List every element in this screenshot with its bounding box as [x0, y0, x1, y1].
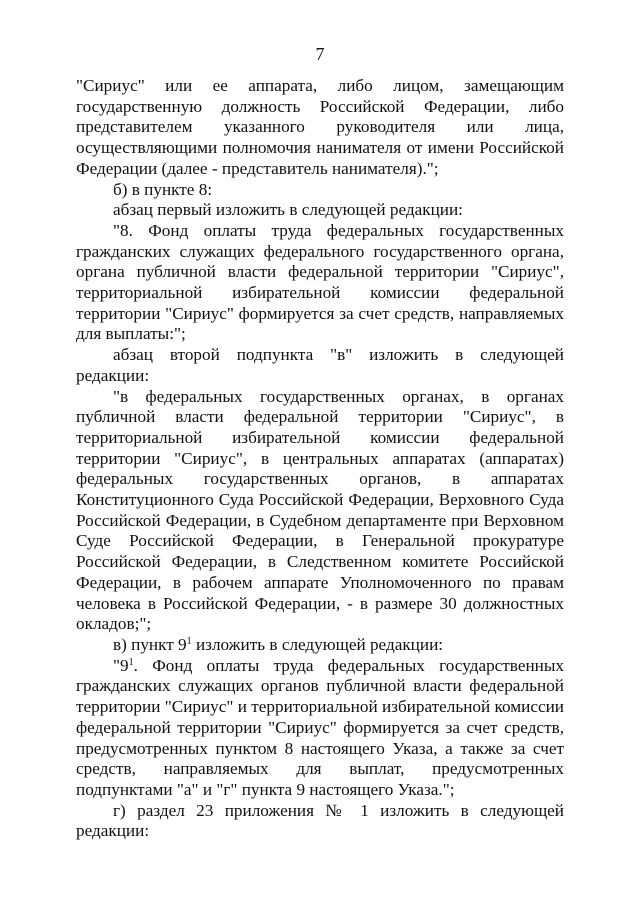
paragraph-subparagraph-v-note: абзац второй подпункта "в" изложить в следующей редакции:	[76, 345, 564, 385]
page-number: 7	[315, 44, 325, 64]
text-after: изложить в следующей редакции:	[191, 634, 444, 654]
paragraph-appointing-authority: "Сириус" или ее аппарата, либо лицом, замещающим государственную должность Российской Федерации, либо представителем указанного руководителя или лица, осуществляющими полномочия нанимателя от имени Российской Федерации (далее - представитель нанимателя).";	[76, 76, 564, 178]
superscript: 1	[128, 656, 134, 668]
paragraph-point-9-1	[76, 656, 564, 801]
text-before: в) пункт 9	[113, 634, 187, 654]
text-before: "9	[113, 655, 129, 675]
paragraph-first-subparagraph-note: абзац первый изложить в следующей редакции:	[113, 200, 463, 220]
paragraph-item-v	[76, 635, 564, 656]
text-after: . Фонд оплаты труда федеральных государственных гражданских служащих органов публичной власти федеральной территории "Сириус" и территориальной избирательной комиссии федеральной территории "Сириус" формируется за счет средств, предусмотренных пунктом 8 настоящего Указа, а также за счет средств, направляемых для выплат, предусмотренных подпунктами "а" и "г" пункта 9 настоящего Указа.";	[76, 655, 564, 799]
paragraph-point-8: "8. Фонд оплаты труда федеральных государственных гражданских служащих федерального государственного органа, органа публичной власти федеральной территории "Сириус", территориальной избирательной комиссии федеральной территории "Сириус" формируется за счет средств, направляемых для выплаты:";	[76, 220, 564, 344]
paragraph-subparagraph-v: "в федеральных государственных органах, в органах публичной власти федеральной территории "Сириус", в территориальной избирательной комиссии федеральной территории "Сириус", в центральных аппаратах (аппаратах) федеральных государственных органов, в аппаратах Конституционного Суда Российской Федерации, Верховного Суда Российской Федерации, в Судебном департаменте при Верховном Суде Российской Федерации, в Генеральной прокуратуре Российской Федерации, в Следственном комитете Российской Федерации, в рабочем аппарате Уполномоченного по правам человека в Российской Федерации, - в размере 30 должностных окладов;";	[76, 386, 564, 634]
superscript: 1	[186, 635, 192, 647]
paragraph-item-g: г) раздел 23 приложения № 1 изложить в следующей редакции:	[76, 800, 564, 841]
paragraph-item-b: б) в пункте 8:	[113, 179, 213, 199]
document-body	[76, 76, 564, 842]
